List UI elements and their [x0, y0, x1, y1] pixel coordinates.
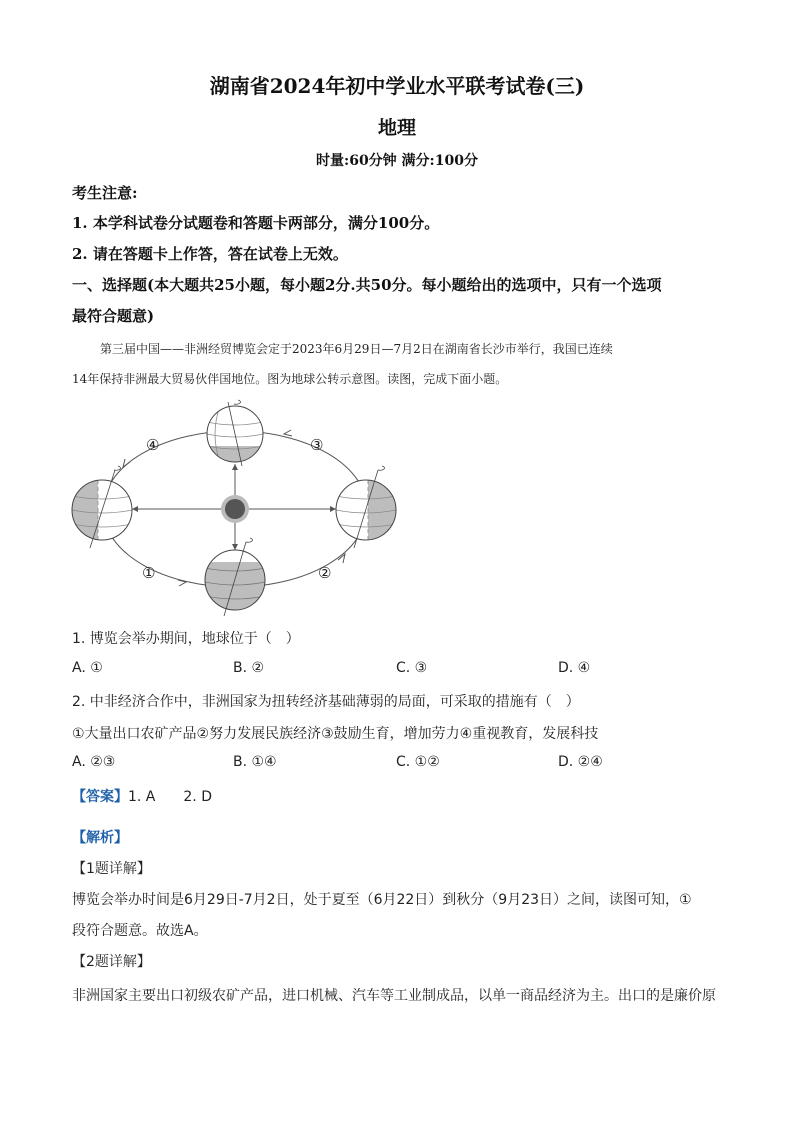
detail-1-line-2: 段符合题意。故选A。 — [72, 923, 208, 939]
orbit-arrow-3 — [284, 430, 292, 436]
answer-row — [72, 786, 212, 806]
exam-title: 湖南省2024年初中学业水平联考试卷(三) — [209, 74, 585, 98]
orbit-label-2: ② — [318, 564, 332, 582]
q2-option-a: A. ②③ — [72, 754, 116, 770]
detail-1-line-1: 博览会举办时间是6月29日-7月2日，处于夏至（6月22日）到秋分（9月23日）之间，读图可知，① — [72, 892, 692, 908]
subject-title: 地理 — [377, 117, 416, 139]
detail-2-line-1: 非洲国家主要出口初级农矿产品，进口机械、汽车等工业制成品，以单一商品经济为主。出口的是廉价原 — [72, 988, 716, 1004]
detail-1-label: 【1题详解】 — [72, 861, 151, 877]
globe-left — [72, 466, 132, 548]
q2-option-c: C. ①② — [396, 754, 440, 770]
q2-stem: 2. 中非经济合作中，非洲国家为扭转经济基础薄弱的局面，可采取的措施有（ ） — [72, 694, 580, 710]
detail-2-label: 【2题详解】 — [72, 954, 151, 970]
q2-option-d: D. ②④ — [558, 754, 603, 770]
passage-line-1: 第三届中国——非洲经贸博览会定于2023年6月29日—7月2日在湖南省长沙市举行，我国已连续 — [100, 342, 613, 356]
section-heading-cont: 最符合题意) — [72, 307, 155, 325]
q1-option-b: B. ② — [233, 660, 265, 676]
q1-option-d: D. ④ — [558, 660, 591, 676]
q1-stem: 1. 博览会举办期间，地球位于（ ） — [72, 631, 300, 647]
analysis-label: 【解析】 — [72, 830, 128, 846]
notice-heading: 考生注意: — [72, 184, 138, 202]
globe-top — [207, 400, 263, 466]
q2-statements: ①大量出口农矿产品②努力发展民族经济③鼓励生育，增加劳力④重视教育，发展科技 — [72, 726, 599, 742]
answer-value: 1. A 2. D — [128, 789, 212, 805]
notice-item-1: 1. 本学科试卷分试题卷和答题卡两部分，满分100分。 — [72, 214, 440, 232]
passage-line-2: 14年保持非洲最大贸易伙伴国地位。图为地球公转示意图。读图，完成下面小题。 — [72, 372, 508, 386]
orbit-label-3: ③ — [310, 436, 324, 454]
earth-revolution-diagram — [60, 392, 410, 620]
globe-right — [336, 466, 398, 548]
orbit-label-1: ① — [142, 564, 156, 582]
answer-label: 【答案】 — [72, 789, 128, 805]
q1-option-c: C. ③ — [396, 660, 428, 676]
section-heading: 一、选择题(本大题共25小题，每小题2分.共50分。每小题给出的选项中，只有一个选项 — [72, 276, 662, 294]
orbit-label-4: ④ — [146, 436, 160, 454]
sun-icon — [221, 495, 249, 523]
notice-item-2: 2. 请在答题卡上作答，答在试卷上无效。 — [72, 245, 348, 263]
q2-option-b: B. ①④ — [233, 754, 277, 770]
orbit-arrow-4 — [123, 459, 130, 467]
globe-bottom — [205, 538, 265, 616]
q1-option-a: A. ① — [72, 660, 103, 676]
time-score: 时量:60分钟 满分:100分 — [316, 153, 478, 169]
